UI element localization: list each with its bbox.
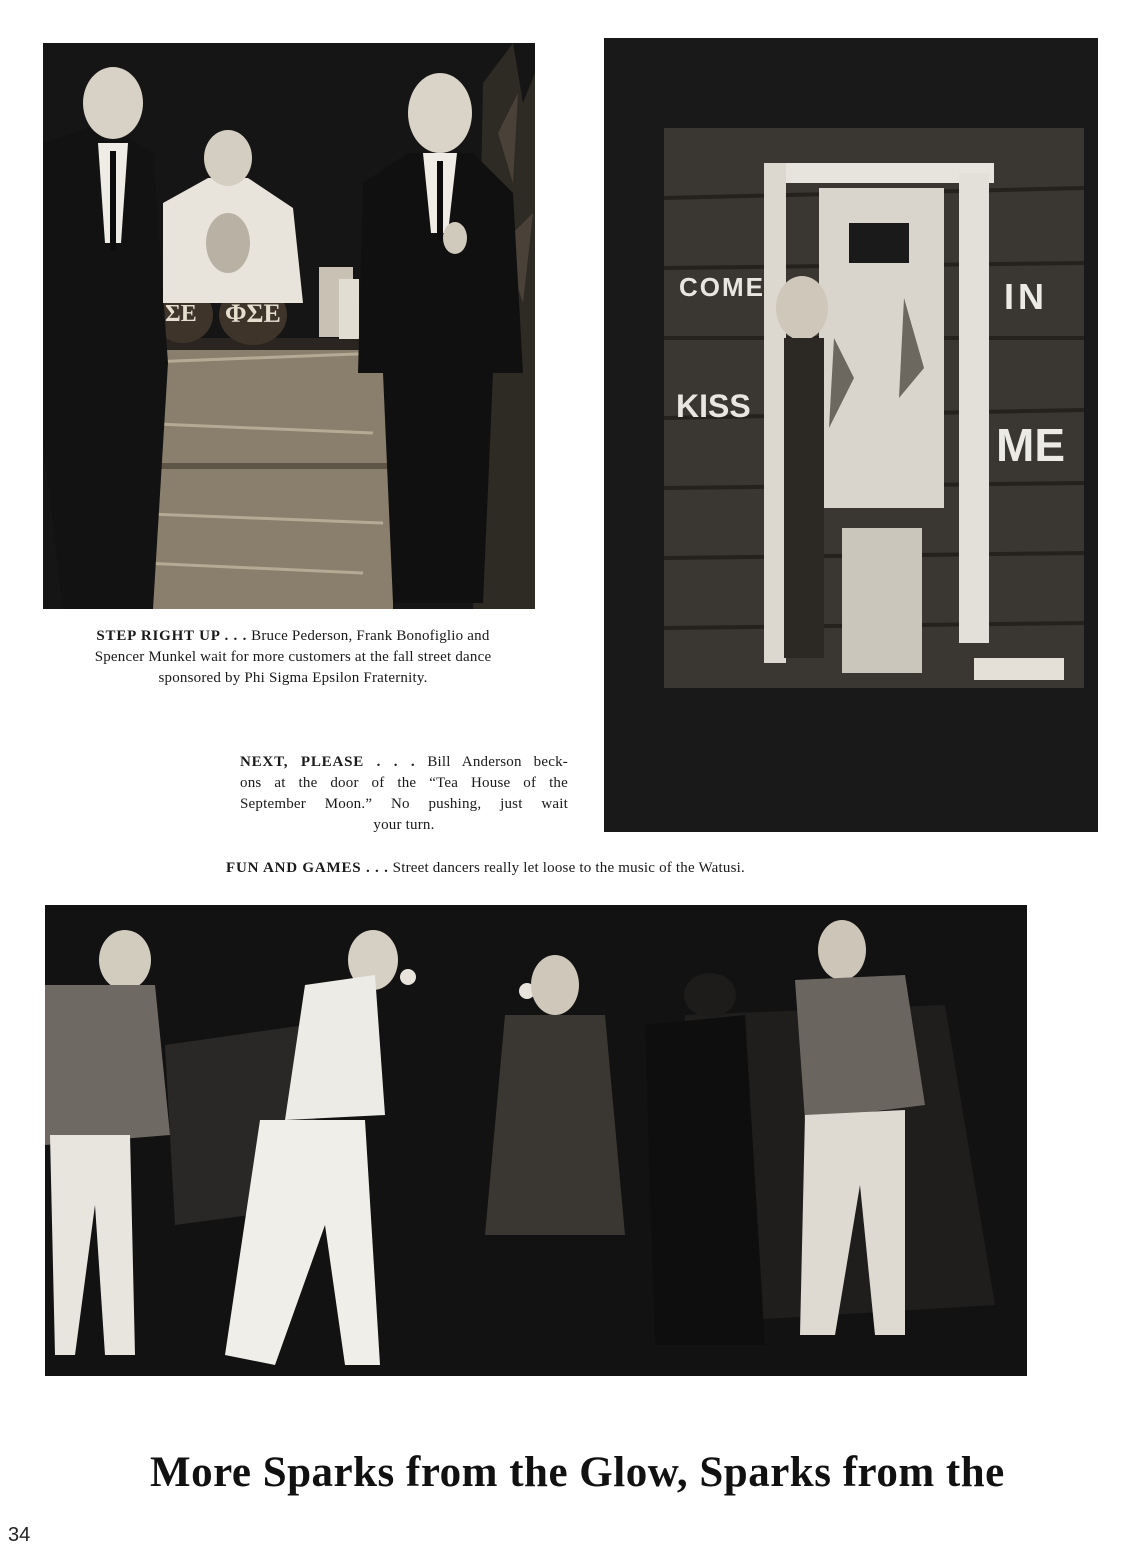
caption-step-right-up-line3: sponsored by Phi Sigma Epsilon Fraternity. [158, 670, 428, 686]
caption-next-please-line3: September Moon.” No pushing, just wait [240, 796, 568, 812]
door-sign-in: IN [1004, 276, 1048, 317]
caption-next-please [240, 752, 568, 836]
caption-step-right-up [45, 626, 541, 689]
caption-next-please-line2: ons at the door of the “Tea House of the [240, 775, 568, 791]
caption-step-right-up-text1: Bruce Pederson, Frank Bonofiglio and [251, 628, 490, 644]
caption-step-right-up-line2: Spencer Munkel wait for more customers at the fall street dance [94, 649, 492, 665]
pumpkin-letters-left: ΣΕ [165, 301, 197, 327]
caption-next-please-line1 [240, 752, 568, 773]
caption-fun-and-games-lead: FUN AND GAMES . . . [226, 860, 389, 876]
caption-fun-and-games-text: Street dancers really let loose to the music of the Watusi. [392, 860, 745, 876]
caption-next-please-lead: NEXT, PLEASE . . . [240, 754, 416, 770]
photo-fun-and-games [45, 905, 1027, 1376]
caption-step-right-up-lead: STEP RIGHT UP . . . [96, 628, 248, 644]
door-sign-me: ME [996, 419, 1065, 471]
caption-next-please-text1: Bill Anderson beck- [427, 754, 568, 770]
page-number: 34 [8, 1524, 31, 1546]
door-sign-come: COME [679, 272, 765, 302]
caption-step-right-up-line1 [45, 626, 541, 647]
photo-step-right-up [43, 43, 535, 609]
caption-fun-and-games [226, 858, 926, 879]
page-headline: More Sparks from the Glow, Sparks from the [150, 1449, 1005, 1496]
pumpkin-letters-right: ΦΣΕ [225, 299, 281, 328]
photo-fun-and-games-image [45, 905, 1027, 1376]
photo-step-right-up-image [43, 43, 535, 609]
caption-next-please-line4: your turn. [373, 817, 435, 833]
photo-next-please [604, 38, 1098, 832]
door-sign-kiss: KISS [676, 388, 751, 424]
